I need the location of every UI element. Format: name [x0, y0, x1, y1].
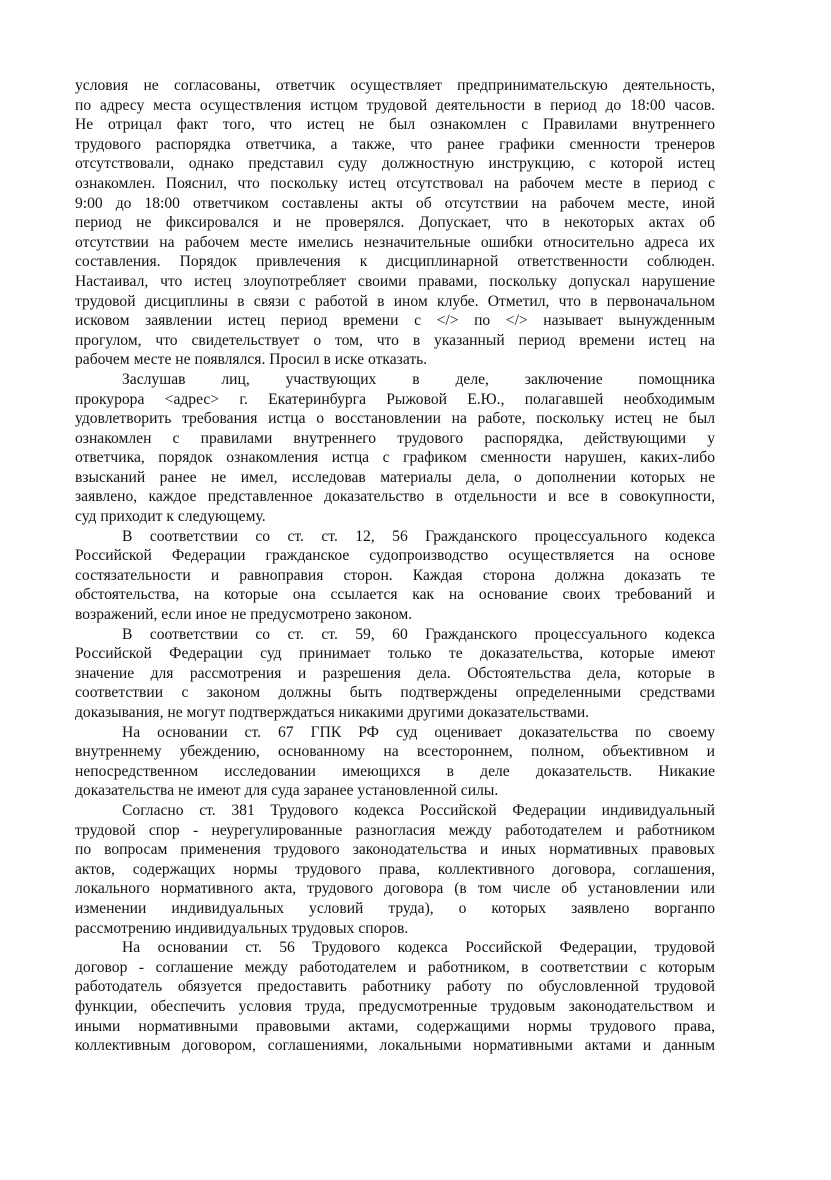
- document-line: составления. Порядок привлечения к дисциплинарной ответственности соблюден.: [75, 253, 715, 271]
- document-line: обстоятельства, на которые она ссылается как на основание своих требований и: [75, 586, 715, 604]
- document-line: трудового распорядка ответчика, а также, что ранее графики сменности тренеров: [75, 135, 715, 153]
- document-body: [75, 76, 715, 1056]
- document-line: В соответствии со ст. ст. 12, 56 Гражданского процессуального кодекса: [122, 527, 715, 545]
- document-line: рассмотрению индивидуальных трудовых споров.: [75, 919, 409, 937]
- document-line: 9:00 до 18:00 ответчиком составлены акты об отсутствии на рабочем месте, иной: [75, 194, 715, 212]
- document-line: по вопросам применения трудового законодательства и иных нормативных правовых: [75, 841, 715, 859]
- document-line: прокурора <адрес> г. Екатеринбурга Рыжовой Е.Ю., полагавшей необходимым: [75, 390, 715, 408]
- document-line: функции, обеспечить условия труда, предусмотренные трудовым законодательством и: [75, 997, 715, 1015]
- document-line: по адресу места осуществления истцом трудовой деятельности в период до 18:00 часов.: [75, 96, 715, 114]
- document-line: трудовой дисциплины в связи с работой в ином клубе. Отметил, что в первоначальном: [75, 292, 715, 310]
- document-line: доказательства не имеют для суда заранее установленной силы.: [75, 782, 499, 800]
- document-line: доказывания, не могут подтверждаться никакими другими доказательствами.: [75, 704, 590, 721]
- document-line: изменении индивидуальных условий труда), о которых заявлено ворганпо: [75, 899, 715, 917]
- document-line: ознакомлен с правилами внутреннего трудового распорядка, действующими у: [75, 429, 715, 447]
- document-line: локального нормативного акта, трудового договора (в том числе об установлении или: [75, 880, 715, 898]
- document-line: Согласно ст. 381 Трудового кодекса Российской Федерации индивидуальный: [122, 801, 715, 819]
- document-line: иными нормативными правовыми актами, содержащими нормы трудового права,: [75, 1017, 715, 1035]
- document-line: отсутствовали, однако представил суду должностную инструкцию, с которой истец: [75, 155, 715, 173]
- document-line: заявлено, каждое представленное доказательство в отдельности и все в совокупности,: [75, 488, 715, 506]
- document-line: ответчика, порядок ознакомления истца с графиком сменности нарушен, каких-либо: [75, 449, 715, 467]
- document-line: работодатель обязуется предоставить работнику работу по обусловленной трудовой: [75, 978, 715, 996]
- document-line: взысканий ранее не имел, исследовав материалы дела, о дополнении которых не: [75, 468, 715, 486]
- document-line: На основании ст. 67 ГПК РФ суд оценивает доказательства по своему: [122, 723, 715, 741]
- document-line: удовлетворить требования истца о восстановлении на работе, поскольку истец не был: [75, 410, 715, 428]
- document-line: Российской Федерации суд принимает только те доказательства, которые имеют: [75, 645, 715, 663]
- document-line: состязательности и равноправия сторон. Каждая сторона должна доказать те: [75, 566, 715, 584]
- document-line: соответствии с законом должны быть подтверждены определенными средствами: [75, 684, 715, 702]
- document-line: исковом заявлении истец период времени с </> по </> называет вынужденным: [75, 312, 715, 330]
- document-line: возражений, если иное не предусмотрено законом.: [75, 606, 413, 624]
- document-line: На основании ст. 56 Трудового кодекса Российской Федерации, трудовой: [122, 939, 715, 957]
- document-line: договор - соглашение между работодателем и работником, в соответствии с которым: [75, 958, 715, 976]
- document-line: коллективным договором, соглашениями, локальными нормативными актами и данным: [75, 1037, 715, 1055]
- document-line: Не отрицал факт того, что истец не был ознакомлен с Правилами внутреннего: [75, 116, 715, 134]
- document-line: трудовой спор - неурегулированные разногласия между работодателем и работником: [75, 821, 715, 839]
- document-line: период не фиксировался и не проверялся. Допускает, что в некоторых актах об: [75, 214, 715, 232]
- document-line: внутреннему убеждению, основанному на всестороннем, полном, объективном и: [75, 743, 715, 761]
- document-line: прогулом, что свидетельствует о том, что в указанный период времени истец на: [75, 331, 715, 349]
- document-line: Российской Федерации гражданское судопроизводство осуществляется на основе: [75, 547, 715, 565]
- document-line: непосредственном исследовании имеющихся в деле доказательств. Никакие: [75, 762, 715, 780]
- document-line: рабочем месте не появлялся. Просил в иске отказать.: [75, 351, 428, 369]
- document-line: Заслушав лиц, участвующих в деле, заключение помощника: [122, 370, 715, 388]
- document-line: Настаивал, что истец злоупотребляет своими правами, поскольку допускал нарушение: [75, 272, 715, 290]
- document-line: суд приходит к следующему.: [75, 508, 266, 526]
- document-line: В соответствии со ст. ст. 59, 60 Гражданского процессуального кодекса: [122, 625, 715, 643]
- document-line: отсутствии на рабочем месте имелись незначительные ошибки относительно адреса их: [75, 233, 715, 251]
- document-line: условия не согласованы, ответчик осуществляет предпринимательскую деятельность,: [75, 77, 715, 94]
- document-line: актов, содержащих нормы трудового права, коллективного договора, соглашения,: [75, 860, 715, 878]
- document-line: ознакомлен. Пояснил, что поскольку истец отсутствовал на рабочем месте в период с: [75, 174, 715, 192]
- document-line: значение для рассмотрения и разрешения дела. Обстоятельства дела, которые в: [75, 664, 715, 682]
